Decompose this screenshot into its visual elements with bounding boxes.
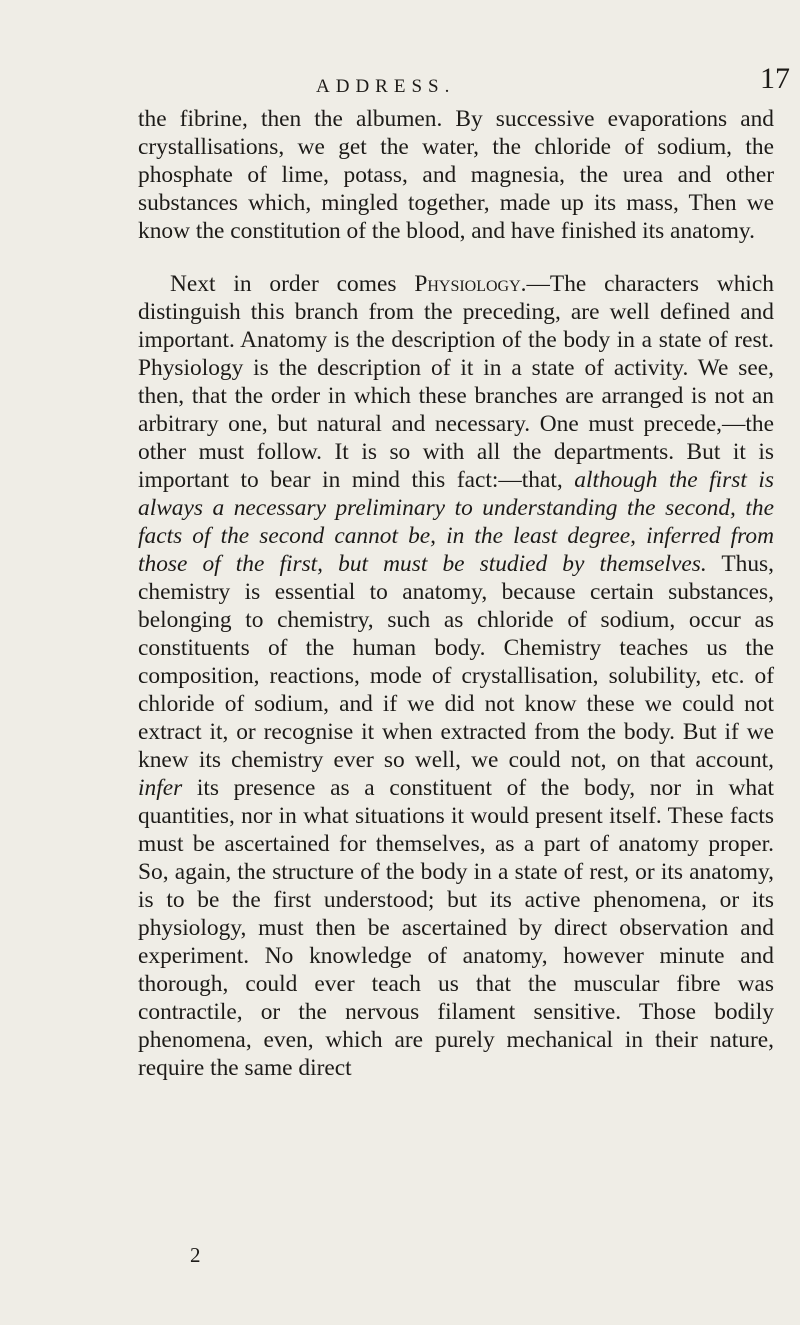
section-heading-physiology: Physiology. xyxy=(414,271,527,297)
p2-italic-infer: infer xyxy=(138,775,183,801)
p2-text-a: —The characters which distinguish this branch from the preceding, are well defined and important. Anatomy is the description of the body in a state of rest. Physiology is the description of it in a state of activity. We see, then, that the order in which these branches are arranged is not an arbitrary one, but natural and necessary. One must precede,—the other must follow. It is so with all the departments. But it is important to bear in mind this fact:—that, xyxy=(138,271,774,493)
paragraph-1: the fibrine, then the albumen. By successive evaporations and crystallisations, we get the water, the chloride of sodium, the phosphate of lime, potass, and magnesia, the urea and other substances which, mingled together, made up its mass, Then we know the constitution of the blood, and have finished its anatomy. xyxy=(138,106,774,244)
page-header xyxy=(0,60,800,100)
running-head: ADDRESS. xyxy=(316,76,456,97)
p2-text-b: Thus, chemistry is essential to anatomy, because certain substances, belonging to chemistry, such as chloride of sodium, occur as constituents of the human body. Chemistry teaches us the composition, reactions, mode of crystallisation, solubility, etc. of chloride of sodium, and if we did not know these we could not extract it, or recognise it when extracted from the body. But if we knew its chemistry ever so well, we could not, on that account, xyxy=(138,551,774,773)
paragraph-2 xyxy=(138,270,774,1082)
signature-mark: 2 xyxy=(190,1243,201,1267)
page-number: 17 xyxy=(760,62,790,95)
body-text xyxy=(138,105,774,1082)
p2-italic-principle: although the first is always a necessary preliminary to understanding the second, the facts of the second cannot be, in the least degree, inferred from those of the first, but must be studied by themselves. xyxy=(138,467,774,577)
p2-start: Next in order comes xyxy=(170,271,415,297)
p2-text-c: its presence as a constituent of the body, nor in what quantities, nor in what situations it would present itself. These facts must be ascertained for themselves, as a part of anatomy proper. So, again, the structure of the body in a state of rest, or its anatomy, is to be the first understood; but its active phenomena, or its physiology, must then be ascertained by direct observation and experiment. No knowledge of anatomy, however minute and thorough, could ever teach us that the muscular fibre was contractile, or the nervous filament sensitive. Those bodily phenomena, even, which are purely mechanical in their nature, require the same direct xyxy=(138,775,774,1081)
